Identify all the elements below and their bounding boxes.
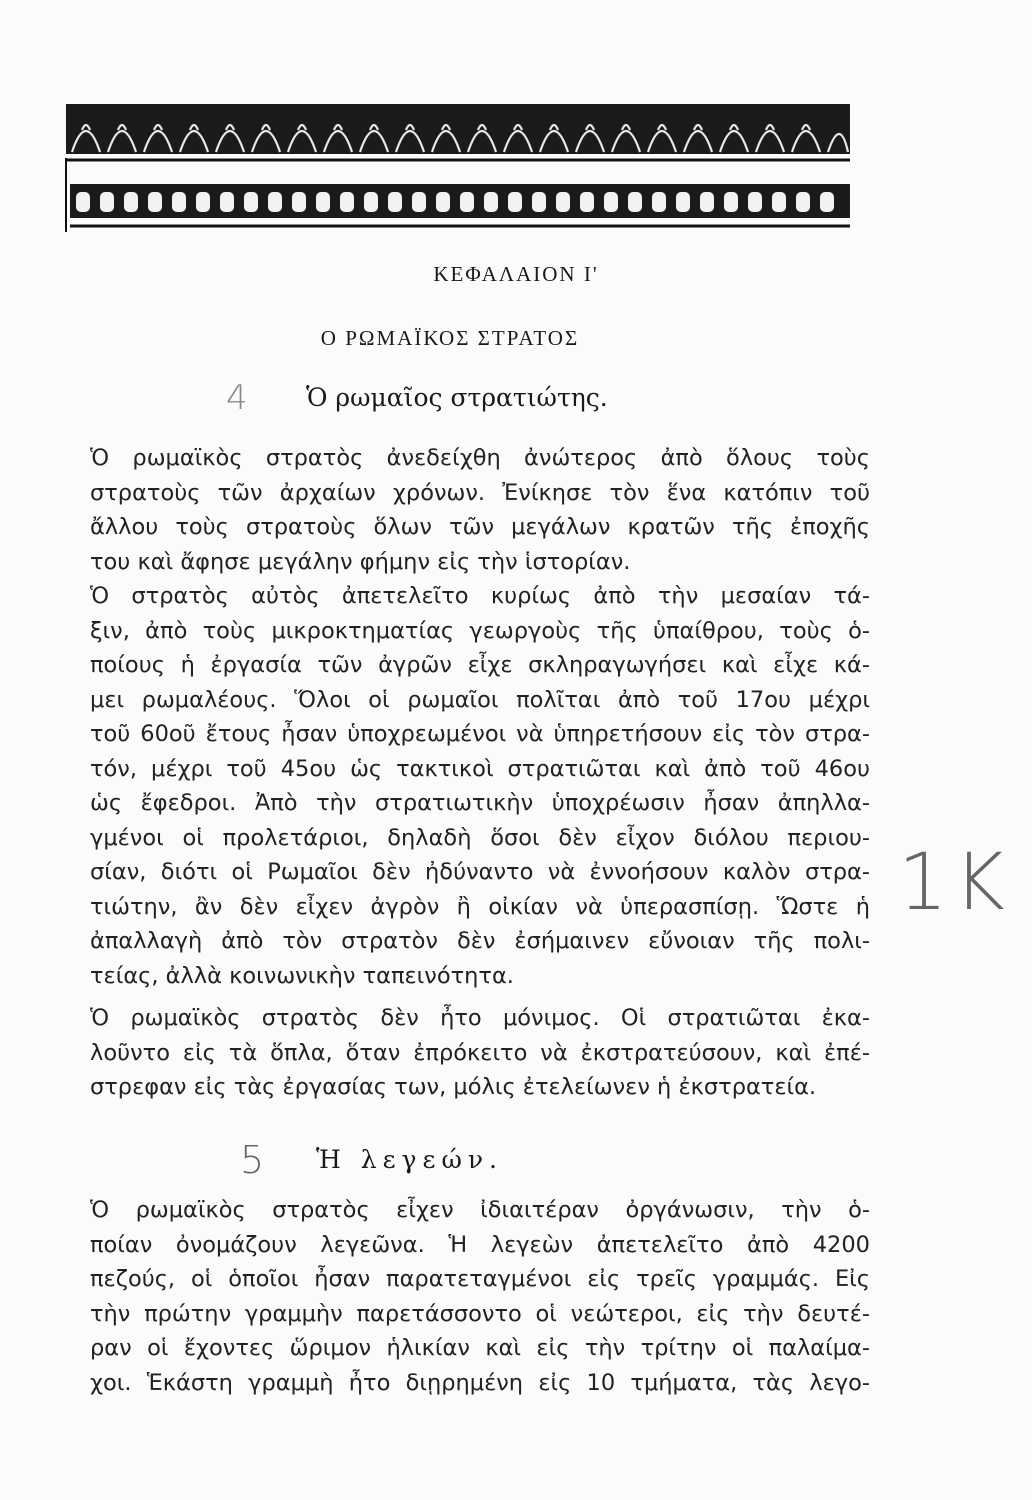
text-line: μει ρωμαλέους. Ὅλοι οἱ ρωμαῖοι πολῖται ἀπὸ τοῦ 17ου μέχρι <box>90 686 870 713</box>
chapter-number: ΚΕΦΑΛΑΙΟΝ Ι' <box>433 262 599 286</box>
paragraph <box>90 1193 870 1400</box>
handwritten-mark-5: 5 <box>240 1138 265 1182</box>
text-line: τείας, ἀλλὰ κοινωνικὴν ταπεινότητα. <box>90 962 514 989</box>
text-line: ἀπαλλαγὴ ἀπὸ τὸν στρατὸν δὲν ἐσήμαινεν εὔνοιαν τῆς πολι- <box>90 928 870 954</box>
text-line: χοι. Ἑκάστη γραμμὴ ἦτο διῃρημένη εἰς 10 τμήματα, τὰς λεγο- <box>90 1369 870 1396</box>
egg-and-dart-band <box>70 184 850 218</box>
text-line: Ὁ στρατὸς αὐτὸς ἀπετελεῖτο κυρίως ἀπὸ τὴν μεσαίαν τά- <box>90 583 870 609</box>
text-line: γμένοι οἱ προλετάριοι, δηλαδὴ ὅσοι δὲν εἶχον διόλου περιου- <box>90 824 870 851</box>
text-line: ποίους ἡ ἐργασία τῶν ἀγρῶν εἶχε σκληραγωγήσει καὶ εἶχε κά- <box>90 652 870 678</box>
text-line: πεζούς, οἱ ὁποῖοι ἦσαν παρατεταγμένοι εἰς τρεῖς γραμμάς. Εἰς <box>90 1266 870 1292</box>
text-line: του καὶ ἄφησε μεγάλην φήμην εἰς τὴν ἱστορίαν. <box>90 548 631 575</box>
text-line: τοῦ 60οῦ ἔτους ἦσαν ὑποχρεωμένοι νὰ ὑπηρετήσουν εἰς τὸν στρα- <box>90 721 870 747</box>
text-line: τιώτην, ἂν δὲν εἶχεν ἀγρὸν ἢ οἰκίαν νὰ ὑπερασπίσῃ. Ὥστε ἡ <box>90 893 870 920</box>
text-line: ὡς ἔφεδροι. Ἀπὸ τὴν στρατιωτικὴν ὑποχρέωσιν ἦσαν ἀπηλλα- <box>90 790 870 816</box>
text-line: στρεφαν εἰς τὰς ἐργασίας των, μόλις ἐτελείωνεν ἡ ἐκστρατεία. <box>90 1074 817 1100</box>
text-line: ἄλλου τοὺς στρατοὺς ὅλων τῶν μεγάλων κρατῶν τῆς ἐποχῆς <box>90 514 870 540</box>
paragraph <box>90 1001 870 1105</box>
section-heading-soldier: Ὁ ρωμαῖος στρατιώτης. <box>306 383 608 412</box>
section-heading-legion: Ἡ λεγεών. <box>316 1145 503 1174</box>
handwritten-margin-note: 1K <box>898 838 1011 928</box>
handwritten-mark-4: 4 <box>226 378 248 418</box>
text-line: ραν οἱ ἔχοντες ὥριμον ἡλικίαν καὶ εἰς τὴν τρίτην οἱ παλαίμα- <box>90 1335 870 1361</box>
chapter-title: Ο ΡΩΜΑΪΚΟΣ ΣΤΡΑΤΟΣ <box>320 326 580 350</box>
paragraph <box>90 441 870 579</box>
text-line: λοῦντο εἰς τὰ ὅπλα, ὅταν ἐπρόκειτο νὰ ἐκστρατεύσουν, καὶ ἐπέ- <box>90 1039 870 1066</box>
text-line: τόν, μέχρι τοῦ 45ου ὡς τακτικοὶ στρατιῶται καὶ ἀπὸ τοῦ 46ου <box>90 755 870 782</box>
text-line: τὴν πρώτην γραμμὴν παρετάσσοντο οἱ νεώτεροι, εἰς τὴν δευτέ- <box>90 1300 870 1327</box>
decorative-frieze <box>62 100 854 235</box>
paragraph <box>90 579 870 993</box>
text-line: ξιν, ἀπὸ τοὺς μικροκτηματίας γεωργοὺς τῆς ὑπαίθρου, τοὺς ὁ- <box>90 617 870 644</box>
text-line: σίαν, διότι οἱ Ρωμαῖοι δὲν ἠδύναντο νὰ ἐννοήσουν καλὸν στρα- <box>90 859 870 885</box>
palmette-band <box>66 104 850 154</box>
text-line: στρατοὺς τῶν ἀρχαίων χρόνων. Ἐνίκησε τὸν ἕνα κατόπιν τοῦ <box>90 479 870 506</box>
text-line: Ὁ ρωμαϊκὸς στρατὸς εἶχεν ἰδιαιτέραν ὀργάνωσιν, τὴν ὁ- <box>90 1197 870 1223</box>
text-line: Ὁ ρωμαϊκὸς στρατὸς δὲν ἦτο μόνιμος. Οἱ στρατιῶται ἐκα- <box>90 1005 870 1031</box>
text-line: ποίαν ὀνομάζουν λεγεῶνα. Ἡ λεγεὼν ἀπετελεῖτο ἀπὸ 4200 <box>90 1231 870 1258</box>
text-line: Ὁ ρωμαϊκὸς στρατὸς ἀνεδείχθη ἀνώτερος ἀπὸ ὅλους τοὺς <box>90 445 870 471</box>
